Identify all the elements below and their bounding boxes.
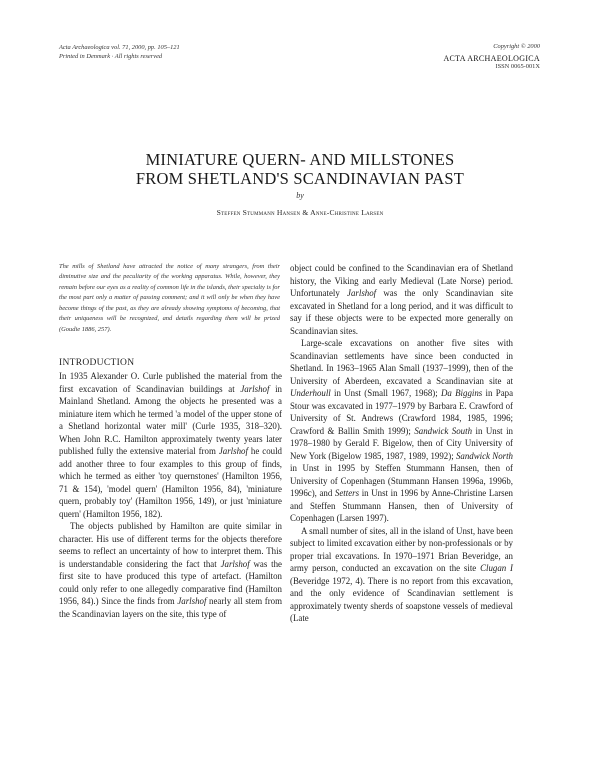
right-column [290, 262, 513, 625]
issn: ISSN 0065-001X [495, 63, 540, 70]
section-heading: INTRODUCTION [59, 358, 135, 368]
abstract-quote: The mills of Shetland have attracted the notice of many strangers, from their diminutive size and the peculiarity of the working apparatus. While, however, they remain before our eyes as a reality of common life in the islands, their specialty is for the most part only a matter of passing comment; and it will only be when they have become things of the past, as they are already showing symptoms of becoming, that their uniqueness will be recognized, and details regarding them will be prized (Goudie 1886, 257). [59, 263, 280, 333]
journal-citation: Acta Archaeologica vol. 71, 2000, pp. 105–121 [59, 44, 180, 51]
text-run: in Unst (Small 1967, 1968); [330, 388, 441, 398]
text-run: in Papa Stour was excavated in 1977–1979 by Barbara E. Crawford of University of St. Andrews (Crawford 1984, 1985, 1996; Crawford & Ballin Smith 1999); [290, 388, 514, 436]
text-run: The objects published by Hamilton are quite similar in character. His use of different terms for the objects therefore seems to reflect an uncertainty of how to interpret them. This is understandable considering the fact that [59, 521, 282, 569]
paragraph [290, 525, 513, 625]
text-run: Large-scale excavations on another five sites with Scandinavian settlements have since been conducted in Shetland. In 1963–1965 Alan Small (1937–1999), then of the University of Aberdeen, excavated a Scandinavian site at [290, 338, 513, 386]
authors: Steffen Stummann Hansen & Anne-Christine Larsen [216, 208, 384, 217]
text-run: in Unst in 1996 by Anne-Christine Larsen and Steffen Stummann Hansen, then of University of Copenhagen (Larsen 1997). [290, 488, 513, 523]
site-name: Jarlshof [177, 596, 207, 606]
site-name: Jarlshof [240, 383, 270, 394]
paragraph [290, 262, 513, 337]
copyright-notice: Copyright © 2000 [493, 43, 540, 50]
site-name: Jarlshof [347, 288, 377, 298]
site-name: Sandwick South [414, 425, 473, 436]
running-header-right [443, 43, 540, 72]
paragraph [290, 337, 513, 525]
text-run: A small number of sites, all in the island of Unst, have been subject to limited excavation either by non-professionals or by proper trial excavations. In 1970–1971 Brian Beveridge, an army person, conducted an excavation on the site [290, 525, 513, 573]
site-name: Setters [334, 488, 360, 498]
text-run: he could add another three to four examples to this group of finds, which he termed as either 'toy quernstones' (Hamilton 1956, 71 & 154), 'model quern' (Hamilton 1956, 84), 'miniature quern, probably toy' (Hamilton 1956, 149), or just 'miniature quern' (Hamilton 1956, 182). [59, 446, 282, 519]
text-run: In 1935 Alexander O. Curle published the material from the first excavation of Scandinavian buildings at [59, 371, 282, 394]
title-line-2: FROM SHETLAND'S SCANDINAVIAN PAST [135, 169, 465, 188]
site-name: Jarlshof [220, 558, 250, 569]
byline: by [296, 191, 304, 200]
title-line-1: MINIATURE QUERN- AND MILLSTONES [145, 150, 455, 169]
text-run: (Beveridge 1972, 4). There is no report from this excavation, and the only evidence of Scandinavian settlement is approximately twenty sherds of soapstone vessels of medieval (Late [290, 575, 513, 623]
site-name: Sandwick North [455, 450, 513, 461]
left-column [59, 357, 282, 620]
text-run: in Unst in 1978–1980 by Gerald F. Bigelow, then of City University of New York (Bigelow 1985, 1987, 1989, 1992); [290, 425, 513, 461]
text-run: object could be confined to the Scandinavian era of Shetland history, the Viking and early Medieval (Late Norse) period. Unfortunately [290, 263, 513, 298]
site-name: Underhoull [290, 388, 331, 398]
running-header-left [59, 43, 180, 61]
text-run: in Mainland Shetland. Among the objects he presented was a miniature item which he termed 'a model of the upper stone of a Shetland horizontal water mill' (Curle 1935, 318–320). When John R.C. Hamilton approximately twenty years later published fully the extensive material from [59, 383, 282, 456]
printed-notice: Printed in Denmark · All rights reserved [59, 53, 163, 60]
text-run: in Unst in 1995 by Steffen Stummann Hansen, then of University of Copenhagen (Stummann Hansen 1996a, 1996b, 1996c), and [290, 463, 513, 498]
journal-name: ACTA ARCHAEOLOGICA [443, 53, 540, 63]
article-title [0, 150, 600, 188]
site-name: Jarlshof [218, 446, 248, 456]
site-name: Da Biggins [441, 388, 483, 398]
text-run: nearly all stem from the Scandinavian layers on the site, this type of [59, 596, 282, 619]
paragraph [59, 520, 282, 620]
text-run: was the first site to have produced this type of artefact. (Hamilton could only refer to one allegedly comparative find (Hamilton 1956, 84).) Since the finds from [59, 558, 282, 606]
text-run: was the only Scandinavian site excavated in Shetland for a long period, and it was difficult to say if these objects were to be expected more generally on Scandinavian sites. [290, 288, 513, 336]
site-name: Clugan I [480, 563, 513, 573]
paragraph [59, 370, 282, 520]
